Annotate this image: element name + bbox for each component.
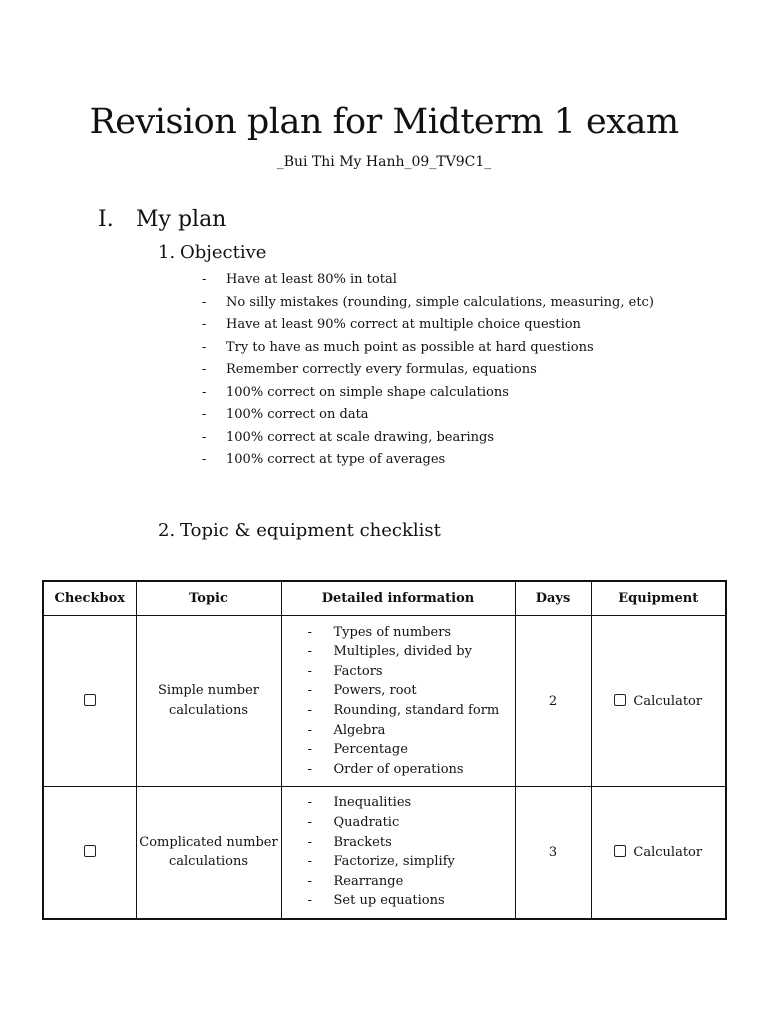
detail-text: Types of numbers <box>333 624 452 640</box>
objective-item <box>202 427 654 450</box>
equipment-label: Calculator <box>633 693 703 709</box>
column-header-detailed-information: Detailed information <box>281 581 515 616</box>
bullet-dash: - <box>202 452 207 467</box>
detail-cell <box>281 616 515 787</box>
table-header-row <box>43 581 726 616</box>
subsection-title: Objective <box>180 242 267 263</box>
detail-text: Algebra <box>333 722 386 738</box>
detail-item <box>308 833 515 853</box>
bullet-dash: - <box>307 761 312 777</box>
bullet-dash: - <box>307 663 312 679</box>
detail-list <box>308 623 515 780</box>
detail-item <box>308 793 515 813</box>
objective-item <box>202 382 654 405</box>
subsection-number: 2. <box>158 520 176 541</box>
objective-item <box>202 292 654 315</box>
bullet-dash: - <box>202 362 207 377</box>
subsection-number: 1. <box>158 242 176 263</box>
objective-item <box>202 404 654 427</box>
topic-checkbox[interactable] <box>84 845 96 857</box>
detail-text: Set up equations <box>333 893 445 909</box>
section-title: My plan <box>136 207 227 232</box>
detail-item <box>308 760 515 780</box>
detail-item <box>308 642 515 662</box>
topic-text-line: calculations <box>168 854 248 870</box>
detail-text: Factorize, simplify <box>333 854 455 870</box>
detail-text: Percentage <box>333 742 408 758</box>
objective-text: No silly mistakes (rounding, simple calculations, measuring, etc) <box>226 294 654 310</box>
bullet-dash: - <box>307 644 312 660</box>
bullet-dash: - <box>202 429 207 445</box>
topic-text-line: Complicated number <box>139 834 278 850</box>
topic-text-line: Simple number <box>158 683 259 699</box>
detail-text: Powers, root <box>333 683 417 699</box>
subsection-heading-checklist <box>158 519 441 543</box>
bullet-dash: - <box>307 854 312 870</box>
detail-text: Factors <box>333 663 383 679</box>
column-header-checkbox: Checkbox <box>43 581 136 616</box>
subsection-heading-objective <box>158 241 266 265</box>
detail-item <box>308 891 515 911</box>
detail-list <box>308 793 515 911</box>
checklist-table <box>42 580 727 920</box>
detail-item <box>308 681 515 701</box>
table-row <box>43 787 726 919</box>
bullet-dash: - <box>307 815 312 831</box>
bullet-dash: - <box>307 873 312 889</box>
detail-text: Inequalities <box>333 795 412 811</box>
column-header-days: Days <box>515 581 591 616</box>
detail-text: Order of operations <box>333 761 464 777</box>
equipment-checkbox[interactable] <box>614 845 626 857</box>
column-header-equipment: Equipment <box>591 581 726 616</box>
column-header-topic: Topic <box>136 581 281 616</box>
detail-item <box>308 872 515 892</box>
objective-text: 100% correct at scale drawing, bearings <box>226 429 494 445</box>
bullet-dash: - <box>202 339 207 355</box>
equipment-label: Calculator <box>633 844 703 860</box>
topic-cell <box>136 787 281 919</box>
bullet-dash: - <box>202 384 207 400</box>
detail-cell <box>281 787 515 919</box>
bullet-dash: - <box>307 834 312 850</box>
detail-item <box>308 623 515 643</box>
detail-item <box>308 852 515 872</box>
objective-text: 100% correct at type of averages <box>226 452 446 467</box>
topic-text-line: calculations <box>168 703 248 718</box>
checkbox-cell <box>43 616 136 787</box>
bullet-dash: - <box>307 683 312 699</box>
detail-text: Multiples, divided by <box>333 644 472 660</box>
objective-item <box>202 269 654 292</box>
detail-item <box>308 662 515 682</box>
objective-text: 100% correct on data <box>226 407 369 422</box>
objective-item <box>202 359 654 382</box>
equipment-cell <box>591 616 726 787</box>
bullet-dash: - <box>202 294 207 310</box>
section-heading-my-plan <box>98 206 226 234</box>
detail-text: Quadratic <box>333 815 400 831</box>
detail-text: Rounding, standard form <box>333 703 500 718</box>
checkbox-cell <box>43 787 136 919</box>
detail-item <box>308 701 515 721</box>
bullet-dash: - <box>202 272 207 287</box>
objective-text: Try to have as much point as possible at hard questions <box>226 339 594 355</box>
bullet-dash: - <box>307 624 312 640</box>
document-title: Revision plan for Midterm 1 exam <box>89 102 679 142</box>
equipment-checkbox[interactable] <box>614 694 626 706</box>
subsection-title: Topic & equipment checklist <box>180 520 441 541</box>
days-cell: 3 <box>515 787 591 919</box>
detail-item <box>308 813 515 833</box>
objective-item <box>202 449 654 472</box>
bullet-dash: - <box>307 742 312 758</box>
section-number: I. <box>98 207 114 232</box>
detail-item <box>308 721 515 741</box>
topic-checkbox[interactable] <box>84 694 96 706</box>
bullet-dash: - <box>307 795 312 811</box>
objective-text: Have at least 80% in total <box>226 272 397 287</box>
topic-cell <box>136 616 281 787</box>
objective-item <box>202 337 654 360</box>
bullet-dash: - <box>202 407 207 422</box>
author-line: _Bui Thi My Hanh_09_TV9C1_ <box>276 154 492 170</box>
objective-text: Remember correctly every formulas, equations <box>226 362 537 377</box>
objective-list <box>202 269 654 472</box>
bullet-dash: - <box>202 317 207 332</box>
detail-item <box>308 740 515 760</box>
bullet-dash: - <box>307 893 312 909</box>
days-cell: 2 <box>515 616 591 787</box>
bullet-dash: - <box>307 722 312 738</box>
objective-item <box>202 314 654 337</box>
equipment-cell <box>591 787 726 919</box>
detail-text: Rearrange <box>333 873 404 889</box>
bullet-dash: - <box>307 703 312 718</box>
detail-text: Brackets <box>333 834 392 850</box>
objective-text: Have at least 90% correct at multiple choice question <box>226 317 581 332</box>
objective-text: 100% correct on simple shape calculations <box>226 384 509 400</box>
table-row <box>43 616 726 787</box>
